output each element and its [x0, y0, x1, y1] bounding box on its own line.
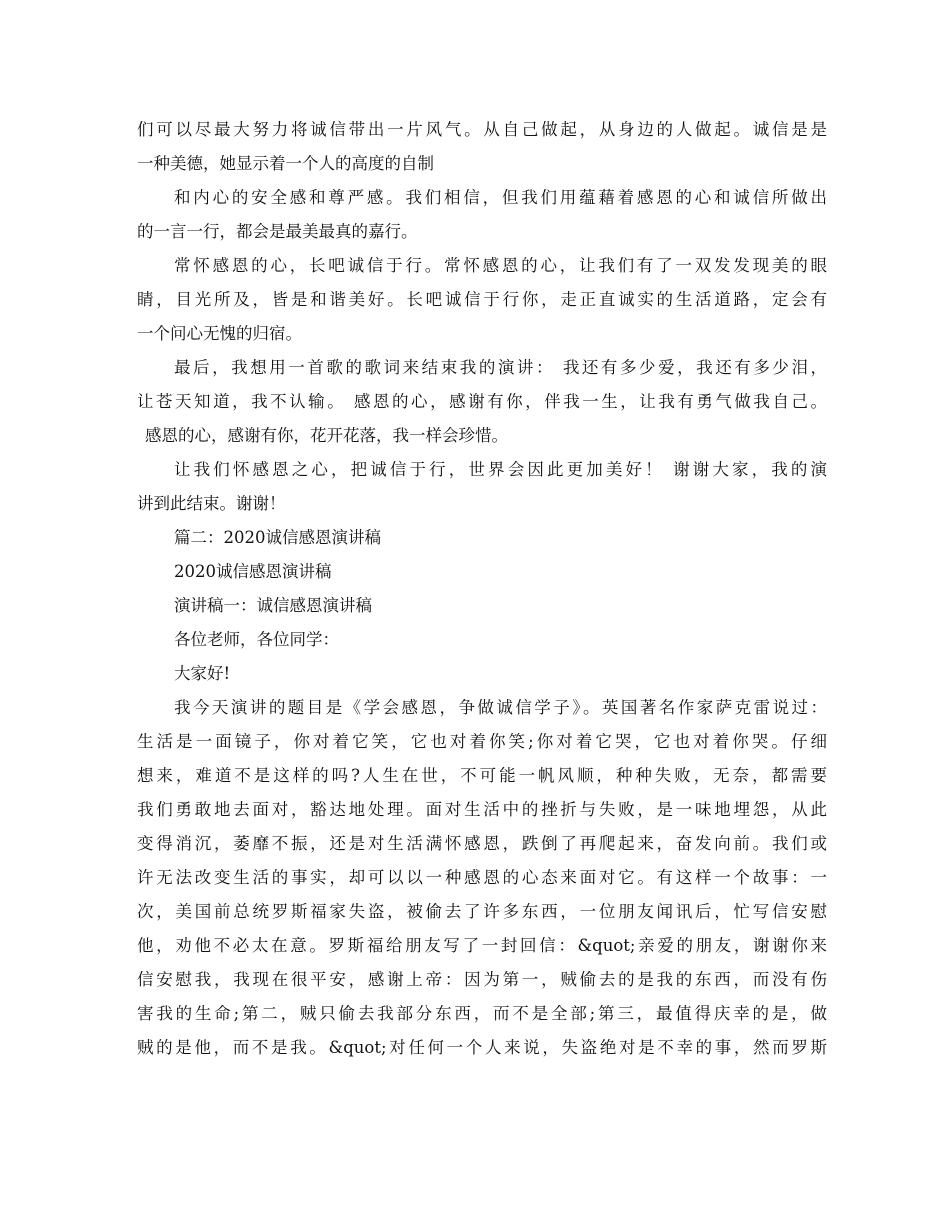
text-line: 篇二：2020诚信感恩演讲稿	[174, 528, 381, 547]
text-line: 想来，难道不是这样的吗?人生在世，不可能一帆风顺，种种失败，无奈，都需要	[137, 766, 827, 785]
text-line: 让苍天知道，我不认输。 感恩的心，感谢有你，伴我一生，让我有勇气做我自己。	[137, 392, 827, 411]
text-line: 信安慰我，我现在很平安，感谢上帝：因为第一，贼偷去的是我的东西，而没有伤	[137, 970, 827, 989]
text-line: 常怀感恩的心，长吧诚信于行。常怀感恩的心，让我们有了一双发发现美的眼	[174, 256, 827, 275]
text-line: 他，劝他不必太在意。罗斯福给朋友写了一封回信：&quot;亲爱的朋友，谢谢你来	[137, 936, 827, 955]
text-line: 贼的是他，而不是我。&quot;对任何一个人来说，失盗绝对是不幸的事，然而罗斯	[137, 1038, 827, 1057]
text-line: 让我们怀感恩之心，把诚信于行，世界会因此更加美好！ 谢谢大家，我的演	[174, 460, 827, 479]
text-line: 一种美德，她显示着一个人的高度的自制	[137, 154, 434, 173]
text-line: 最后，我想用一首歌的歌词来结束我的演讲： 我还有多少爱，我还有多少泪，	[174, 358, 827, 377]
text-line: 和内心的安全感和尊严感。我们相信，但我们用蕴藉着感恩的心和诚信所做出	[174, 188, 827, 207]
text-line: 大家好!	[174, 664, 231, 683]
text-line: 一个问心无愧的归宿。	[137, 324, 302, 343]
text-line: 许无法改变生活的事实，却可以以一种感恩的心态来面对它。有这样一个故事：一	[137, 868, 827, 887]
text-line: 我今天演讲的题目是《学会感恩，争做诚信学子》。英国著名作家萨克雷说过：	[174, 698, 827, 717]
text-line: 害我的生命;第二，贼只偷去我部分东西，而不是全部;第三，最值得庆幸的是，做	[137, 1004, 827, 1023]
text-line: 感恩的心，感谢有你，花开花落，我一样会珍惜。	[145, 426, 508, 445]
text-line: 各位老师，各位同学：	[174, 630, 339, 649]
document-body	[137, 113, 827, 1065]
text-line: 2020诚信感恩演讲稿	[174, 562, 332, 581]
text-line: 讲到此结束。谢谢！	[137, 494, 286, 513]
text-line: 演讲稿一：诚信感恩演讲稿	[174, 596, 372, 615]
text-line: 睛，目光所及，皆是和谐美好。长吧诚信于行你，走正直诚实的生活道路，定会有	[137, 290, 827, 309]
text-line: 们可以尽最大努力将诚信带出一片风气。从自己做起，从身边的人做起。诚信是是	[137, 120, 827, 139]
text-line: 次，美国前总统罗斯福家失盗，被偷去了许多东西，一位朋友闻讯后，忙写信安慰	[137, 902, 827, 921]
text-line: 生活是一面镜子，你对着它笑，它也对着你笑;你对着它哭，它也对着你哭。仔细	[137, 732, 827, 751]
text-line: 我们勇敢地去面对，豁达地处理。面对生活中的挫折与失败，是一味地埋怨，从此	[137, 800, 827, 819]
text-line: 变得消沉，萎靡不振，还是对生活满怀感恩，跌倒了再爬起来，奋发向前。我们或	[137, 834, 827, 853]
text-line: 的一言一行，都会是最美最真的嘉行。	[137, 222, 418, 241]
